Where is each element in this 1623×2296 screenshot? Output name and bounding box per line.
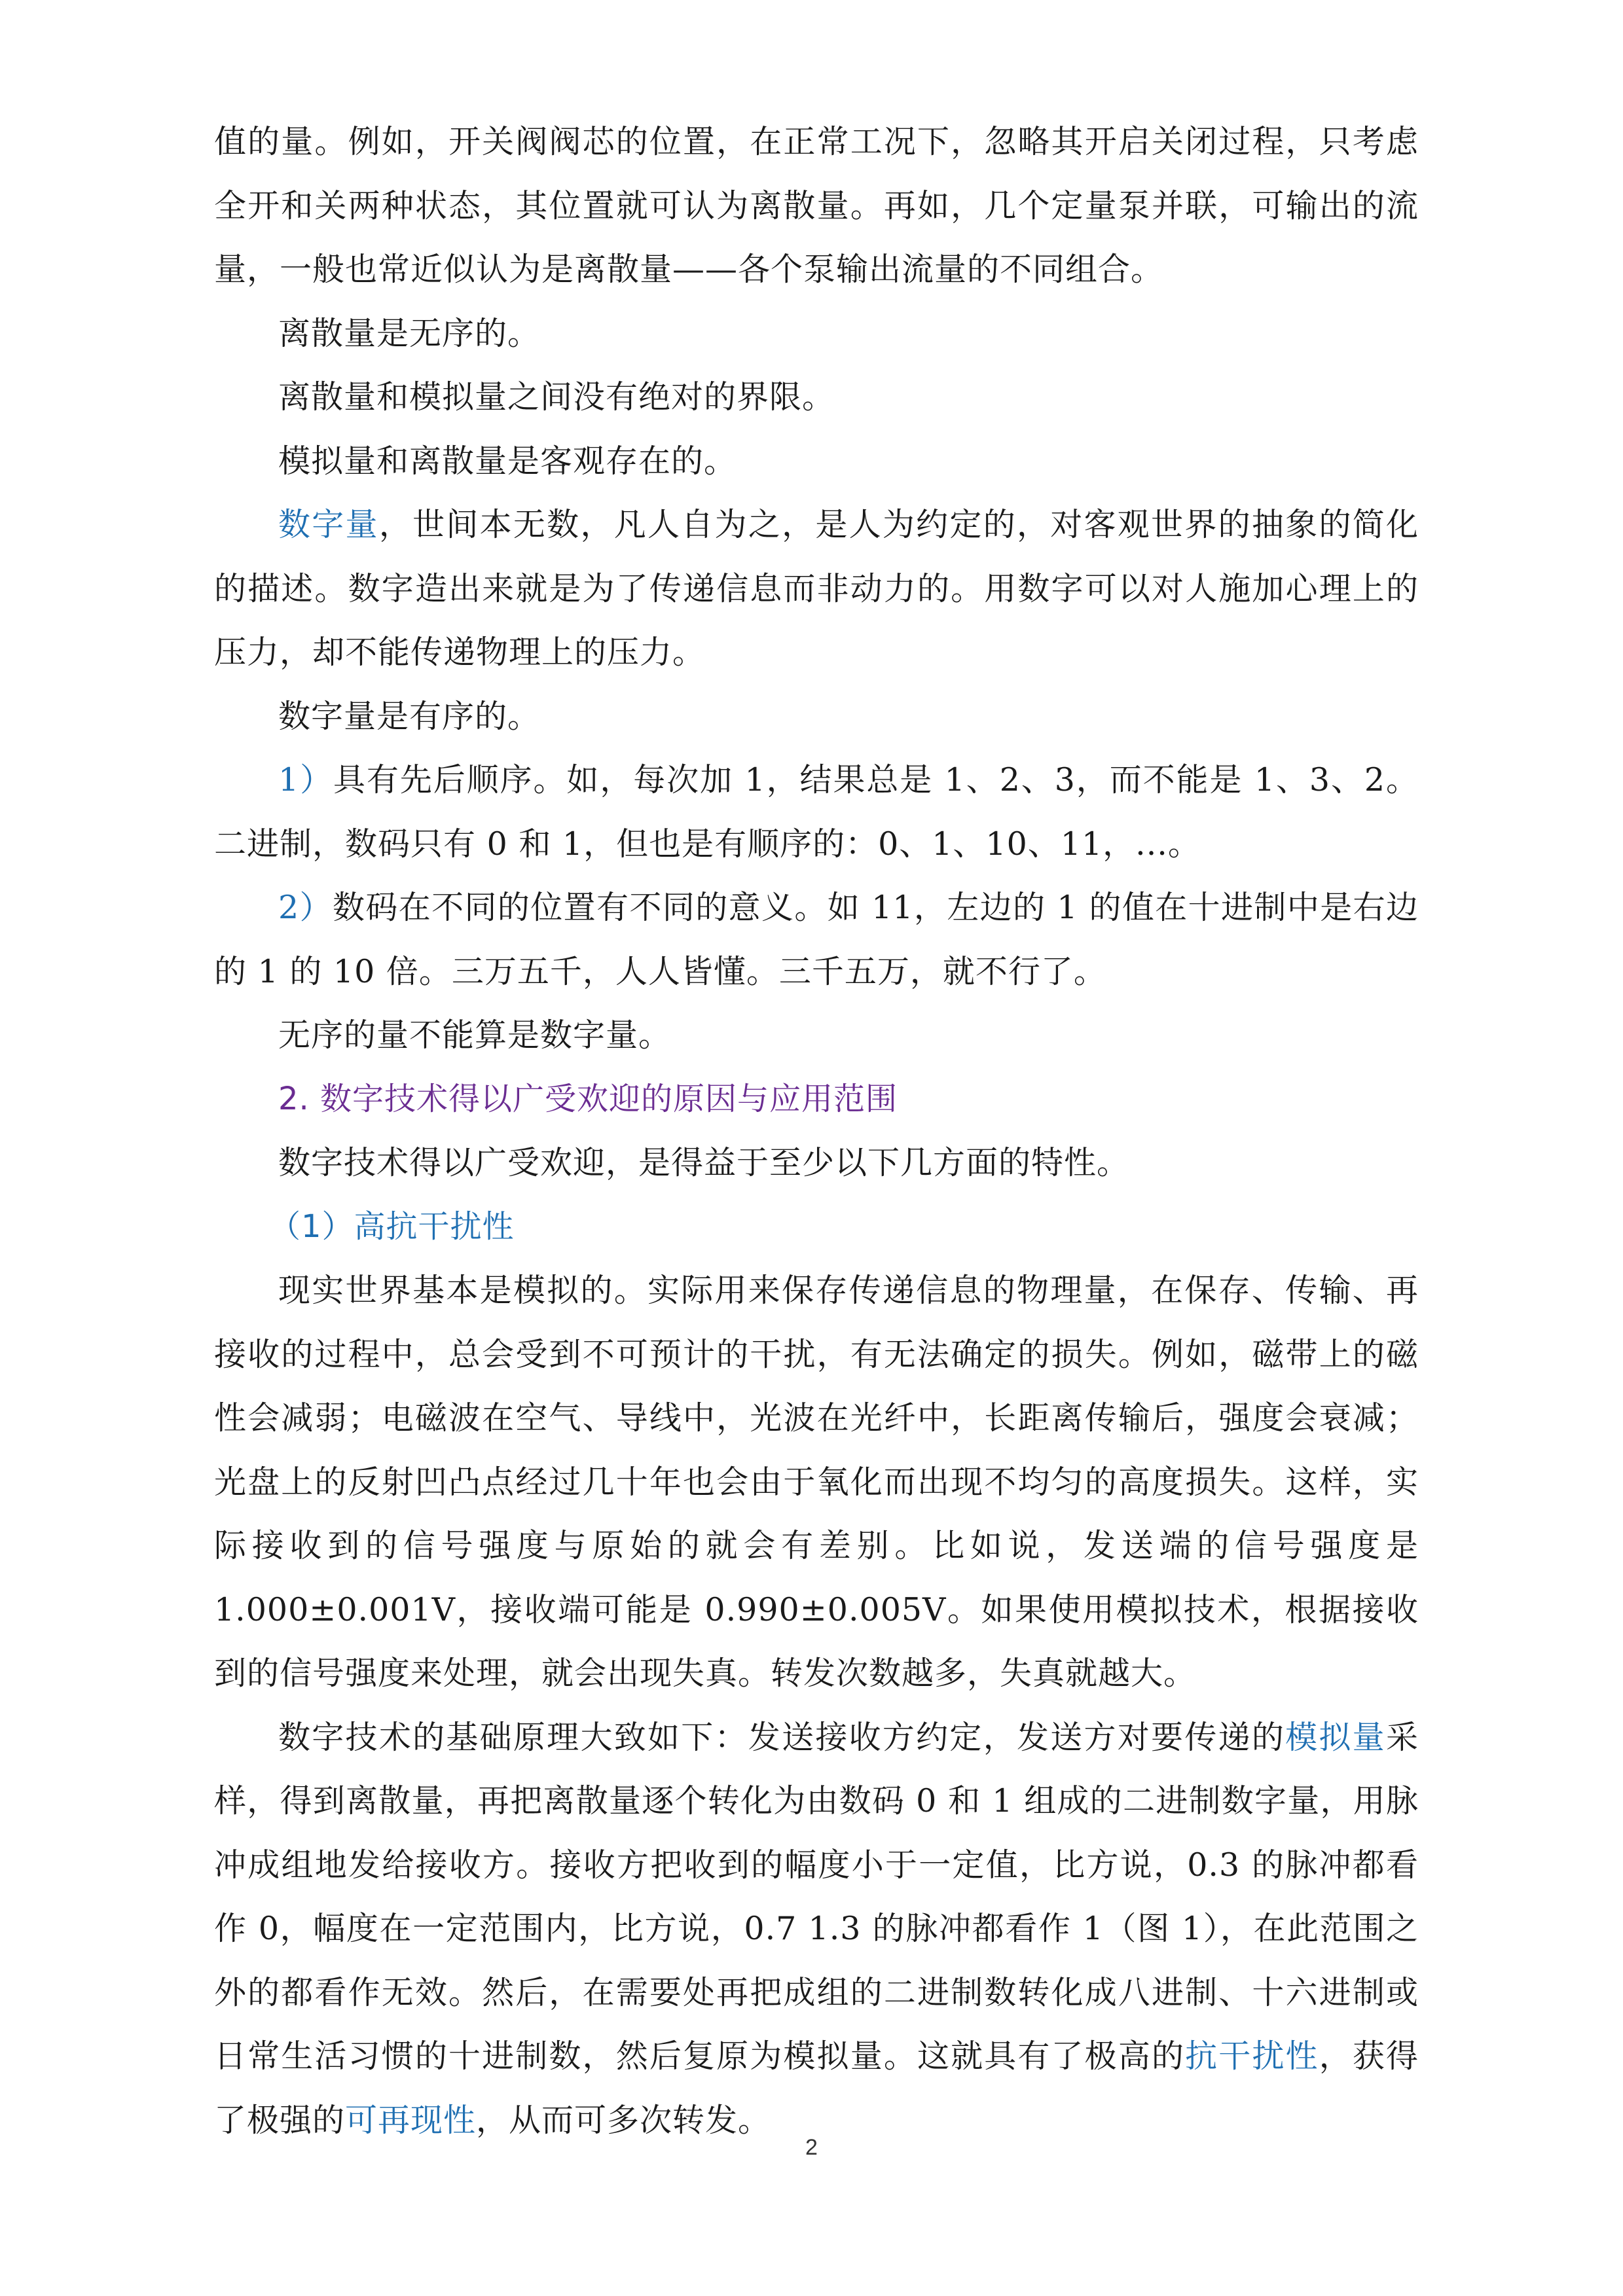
paragraph-text: 无序的量不能算是数字量。 — [278, 1016, 672, 1054]
paragraph-text: 数字量是有序的。 — [278, 697, 541, 735]
paragraph-text: 具有先后顺序。如，每次加 1，结果总是 1、2、3，而不能是 1、3、2。二进制，数码只有 0 和 1，但也是有顺序的：0、1、10、11，...。 — [214, 761, 1419, 863]
paragraph-text: 模拟量和离散量是客观存在的。 — [278, 442, 737, 480]
paragraph-text: 采样，得到离散量，再把离散量逐个转化为由数码 0 和 1 组成的二进制数字量，用脉冲成组地发给接收方。接收方把收到的幅度小于一定值，比方说，0.3 的脉冲都看作 0，幅度在一定范围内，比方说，0.7 1.3 的脉冲都看作 1（图 1），在此范围之外的都看作无效。然后，在需要处再把成组的二进制数转化成八进制、十六进制或日常生活习惯的十进制数，然后复原为模拟量。这就具有了极高的 — [214, 1718, 1419, 2075]
paragraph-objective-existence — [214, 429, 1419, 493]
list-marker: 1） — [278, 761, 334, 798]
paragraph-text: ，获得了极强的 — [214, 2037, 1419, 2139]
paragraph-analog-world — [214, 1259, 1419, 1706]
body-text — [214, 110, 1419, 2152]
paragraph-digital-ordered — [214, 685, 1419, 749]
paragraph-text: 离散量是无序的。 — [278, 314, 541, 352]
paragraph-digital-principle — [214, 1706, 1419, 2153]
paragraph-text: ，世间本无数，凡人自为之，是人为约定的，对客观世界的抽象的简化的描述。数字造出来就是为了传递信息而非动力的。用数字可以对人施加心理上的压力，却不能传递物理上的压力。 — [214, 506, 1419, 671]
section-heading: 2. 数字技术得以广受欢迎的原因与应用范围 — [278, 1080, 898, 1117]
paragraph-unordered-not-digital — [214, 1003, 1419, 1067]
paragraph-text: 数字技术得以广受欢迎，是得益于至少以下几方面的特性。 — [278, 1144, 1130, 1181]
term-analog-quantity: 模拟量 — [1285, 1718, 1386, 1756]
paragraph-discrete-examples — [214, 110, 1419, 302]
paragraph-text: 数字技术的基础原理大致如下：发送接收方约定，发送方对要传递的 — [278, 1718, 1286, 1756]
subsection-heading: （1）高抗干扰性 — [269, 1208, 515, 1245]
list-marker: 2） — [278, 889, 333, 926]
term-anti-interference: 抗干扰性 — [1185, 2037, 1319, 2075]
paragraph-no-boundary — [214, 365, 1419, 429]
paragraph-text: 值的量。例如，开关阀阀芯的位置，在正常工况下，忽略其开启关闭过程，只考虑全开和关两种状态，其位置就可认为离散量。再如，几个定量泵并联，可输出的流量，一般也常近似认为是离散量——各个泵输出流量的不同组合。 — [214, 123, 1419, 288]
term-digital-quantity: 数字量 — [278, 506, 379, 543]
paragraph-text: 离散量和模拟量之间没有绝对的界限。 — [278, 378, 835, 416]
paragraph-discrete-unordered — [214, 302, 1419, 366]
paragraph-text: ，从而可多次转发。 — [476, 2101, 771, 2139]
paragraph-section-intro — [214, 1131, 1419, 1195]
list-item-position-meaning — [214, 876, 1419, 1003]
paragraph-text: 现实世界基本是模拟的。实际用来保存传递信息的物理量，在保存、传输、再接收的过程中，总会受到不可预计的干扰，有无法确定的损失。例如，磁带上的磁性会减弱；电磁波在空气、导线中，光波在光纤中，长距离传输后，强度会衰减；光盘上的反射凹凸点经过几十年也会由于氧化而出现不均匀的高度损失。这样，实际接收到的信号强度与原始的就会有差别。比如说，发送端的信号强度是 1.000±0.001V，接收端可能是 0.990±0.005V。如果使用模拟技术，根据接收到的信号强度来处理，就会出现失真。转发次数越多，失真就越大。 — [214, 1272, 1419, 1692]
list-item-sequence-order — [214, 748, 1419, 876]
term-reproducibility: 可再现性 — [345, 2101, 477, 2139]
paragraph-digital-quantity — [214, 493, 1419, 685]
paragraph-text: 数码在不同的位置有不同的意义。如 11，左边的 1 的值在十进制中是右边的 1 的 10 倍。三万五千，人人皆懂。三千五万，就不行了。 — [214, 889, 1419, 990]
page-number: 2 — [805, 2135, 818, 2160]
